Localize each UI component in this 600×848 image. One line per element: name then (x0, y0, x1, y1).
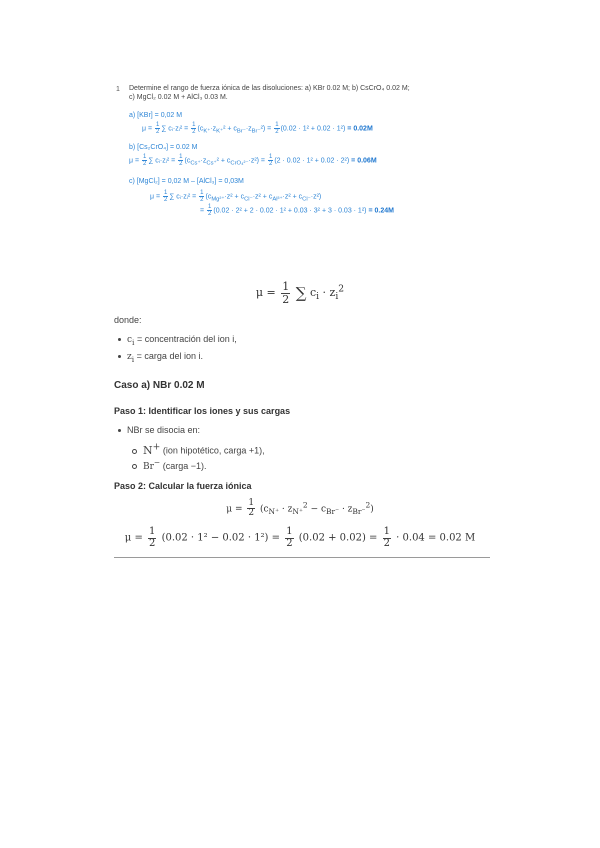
definition-concentration-text: = concentración del ion i, (136, 334, 237, 344)
eq3-part1: (0.02 · 1² − 0.02 · 1²) = (161, 532, 281, 544)
ion-anion-text: (carga −1). (162, 461, 207, 471)
step-2-heading: Paso 2: Calcular la fuerza iónica (114, 481, 252, 491)
solution-image (114, 82, 414, 222)
part-b-heading: b) [Cs₂CrO₄] = 0.02 M (129, 144, 198, 151)
ion-anion: Br− (carga −1). (132, 458, 207, 472)
case-a-heading: Caso a) NBr 0.02 M (114, 380, 205, 391)
formula-half (281, 281, 290, 305)
part-c-heading: c) [MgCl₂] = 0,02 M – [AlCl₃] = 0,03M (129, 178, 244, 185)
step-1-bullet (118, 425, 200, 435)
step-1-bullet-text: NBr se disocia en: (127, 425, 201, 435)
eq3-part3: · 0.04 = 0.02 M (396, 532, 476, 544)
part-b-result: = 0.06M (351, 157, 377, 165)
divider (114, 557, 490, 558)
step-1-heading: Paso 1: Identificar los iones y sus cargas (114, 406, 291, 416)
formula-lhs: μ = (255, 286, 276, 300)
definition-concentration: $c_i$ = concentración del ion i, (118, 334, 237, 347)
formula-half-num: 1 (282, 280, 290, 293)
question-line-1: Determine el rango de fuerza iónica de las disoluciones: a) KBr 0.02 M; b) CsCrO₄ 0.02 M; (129, 85, 410, 92)
question-number: 1 (116, 86, 120, 93)
eq3-lhs: μ = (124, 532, 143, 544)
formula-half-den: 2 (282, 292, 290, 306)
step-2-equation-2: μ = $\frac{1}{2}$ (0.02 · 1² − 0.02 · 1²) = $\frac{1}{2}$ (0.02 + 0.02) = $\frac{1}{2}$ · 0.04 = 0.02 M (124, 526, 476, 549)
eq3-part2: (0.02 + 0.02) = (298, 532, 378, 544)
ionic-strength-formula: μ = $\frac{1}{2}$ ∑ $c_i \cdot z_i^2$ (255, 280, 345, 306)
part-c-values: (0.02 · 2² + 2 · 0.02 · 1² + 0.03 · 3² + 3 · 0.03 · 1²) (213, 207, 367, 215)
part-a-result: = 0.02M (347, 125, 373, 133)
ion-cation: N+ (ion hipotético, carga +1), (132, 441, 265, 457)
part-c-equation-1: μ = $\frac{1}{2}$ ∑ cᵢ·zᵢ² = $\frac{1}{2}$ $(c_{Mg^{2+}}\cdot z^2 + c_{Cl^-}\cdot z^2 + c_{Al^{3+}}\cdot z^2 + c_{Cl^-}\cdot z^2)$ (150, 190, 322, 203)
part-c-equation-2: = $\frac{1}{2}$ (0.02 · 2² + 2 · 0.02 · 1² + 0.03 · 3² + 3 · 0.03 · 1²) = 0.24M (200, 204, 394, 217)
step-2-equation-1: μ = $\frac{1}{2}$ $(c_{N^+} \cdot z_{N^+}^2 - c_{Br^-} \cdot z_{Br^-}^2)$ (226, 498, 374, 519)
definition-charge: $z_i$ = carga del ion i. (118, 351, 203, 364)
definition-charge-text: = carga del ion i. (136, 351, 203, 361)
question-line-2: c) MgCl₂ 0.02 M + AlCl₃ 0.03 M. (129, 94, 228, 101)
part-a-heading: a) [KBr] = 0,02 M (129, 112, 183, 119)
part-b-equation: μ = $\frac{1}{2}$ ∑ cᵢ·zᵢ² = $\frac{1}{2}$ $(c_{Cs^+}\cdot z_{Cs^+}^2 + c_{CrO_4^{2-}}\cdot z^2)$ = $\frac{1}{2}$ (2 · 0.02 · 1² + 0.02 · 2²) = 0.06M (129, 154, 377, 167)
ion-cation-text: (ion hipotético, carga +1), (162, 445, 265, 456)
part-a-equation: μ = $\frac{1}{2}$ ∑ cᵢ·zᵢ² = $\frac{1}{2}$ $(c_{K^+}\cdot z_{K^+}^2 + c_{Br^-}\cdot z_{Br^-}^2)$ = $\frac{1}{2}$ (0.02 · 1² + 0.02 · 1²) = 0.02M (142, 122, 373, 135)
donde-label: donde: (114, 315, 142, 325)
part-c-result: = 0.24M (368, 207, 394, 215)
eq2-lhs: μ = (226, 504, 243, 515)
